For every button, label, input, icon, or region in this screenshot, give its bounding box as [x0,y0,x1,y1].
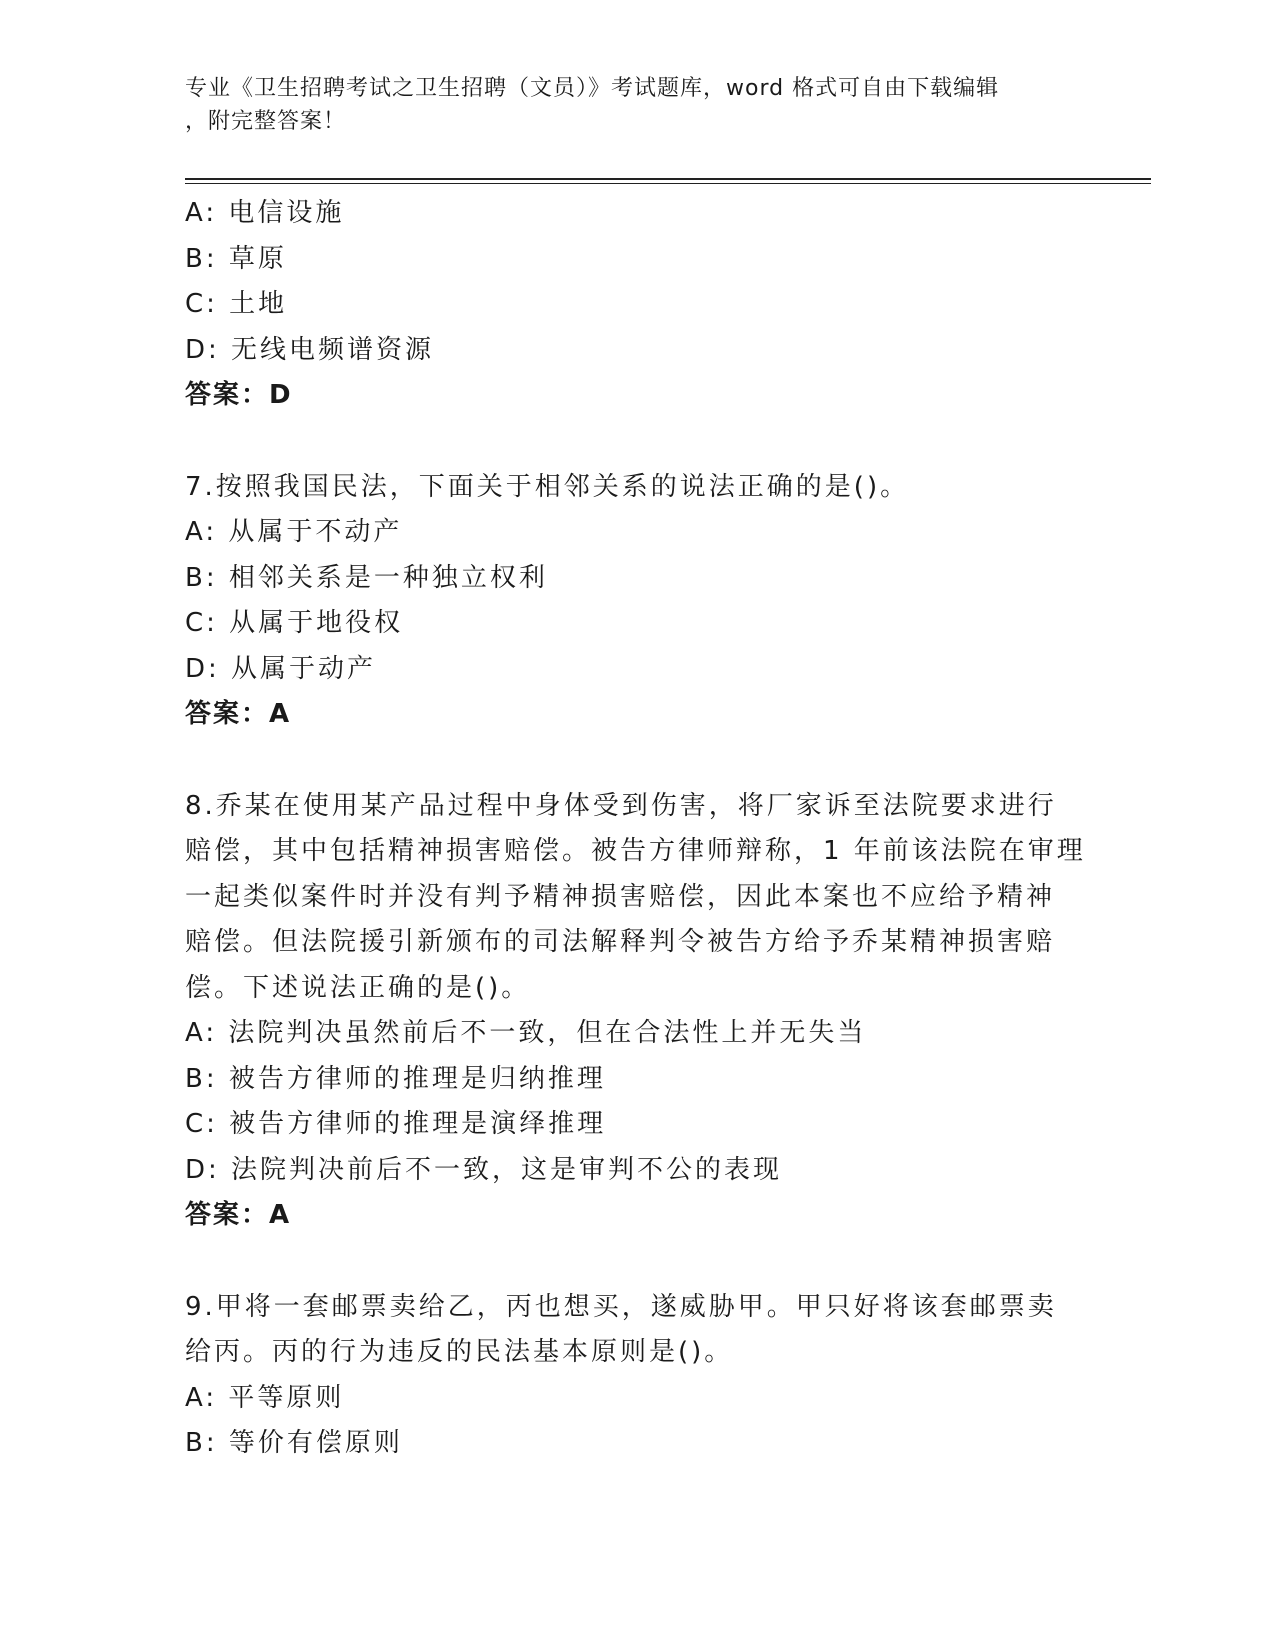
question-stem-line: 8.乔某在使用某产品过程中身体受到伤害，将厂家诉至法院要求进行 [185,790,1057,821]
option-c: C: 从属于地役权 [185,608,404,638]
header-divider-thick [185,178,1151,180]
question-6 [185,191,1085,419]
option-b: B: 被告方律师的推理是归纳推理 [185,1063,606,1094]
question-9 [185,1285,1085,1467]
option-b: B: 等价有偿原则 [185,1428,403,1458]
option-a: A: 从属于不动产 [185,517,403,547]
question-stem-line: 赔偿，其中包括精神损害赔偿。被告方律师辩称，1 年前该法院在审理 [185,836,1086,866]
option-d: D: 法院判决前后不一致，这是审判不公的表现 [185,1154,783,1185]
answer-line: 答案：A [185,1200,292,1230]
header-divider-thin [185,183,1151,184]
spacer [185,1239,1085,1285]
option-d: D: 从属于动产 [185,653,377,684]
question-stem-line: 一起类似案件时并没有判予精神损害赔偿，因此本案也不应给予精神 [185,881,1056,912]
option-a: A: 平等原则 [185,1382,345,1413]
option-b: B: 相邻关系是一种独立权利 [185,562,548,593]
spacer [185,419,1085,465]
question-stem-line: 赔偿。但法院援引新颁布的司法解释判令被告方给予乔某精神损害赔 [185,927,1056,957]
option-d: D: 无线电频谱资源 [185,334,435,365]
question-stem-line: 给丙。丙的行为违反的民法基本原则是()。 [185,1337,734,1367]
answer-line: 答案：A [185,699,292,729]
spacer [185,738,1085,784]
question-list [185,191,1085,1467]
option-c: C: 土地 [185,289,288,319]
option-a: A: 法院判决虽然前后不一致，但在合法性上并无失当 [185,1018,867,1048]
answer-line: 答案：D [185,380,293,410]
document-header [185,72,1075,138]
question-stem: 7.按照我国民法，下面关于相邻关系的说法正确的是()。 [185,471,910,502]
header-line-1: 专业《卫生招聘考试之卫生招聘（文员）》考试题库，word 格式可自由下载编辑 [185,76,1000,101]
option-a: A: 电信设施 [185,198,345,228]
option-b: B: 草原 [185,243,287,274]
header-line-2: ，附完整答案！ [185,109,347,134]
question-8 [185,784,1085,1239]
question-7 [185,465,1085,738]
question-stem-line: 偿。下述说法正确的是()。 [185,972,531,1003]
question-stem-line: 9.甲将一套邮票卖给乙，丙也想买，遂威胁甲。甲只好将该套邮票卖 [185,1291,1057,1322]
option-c: C: 被告方律师的推理是演绎推理 [185,1109,607,1139]
